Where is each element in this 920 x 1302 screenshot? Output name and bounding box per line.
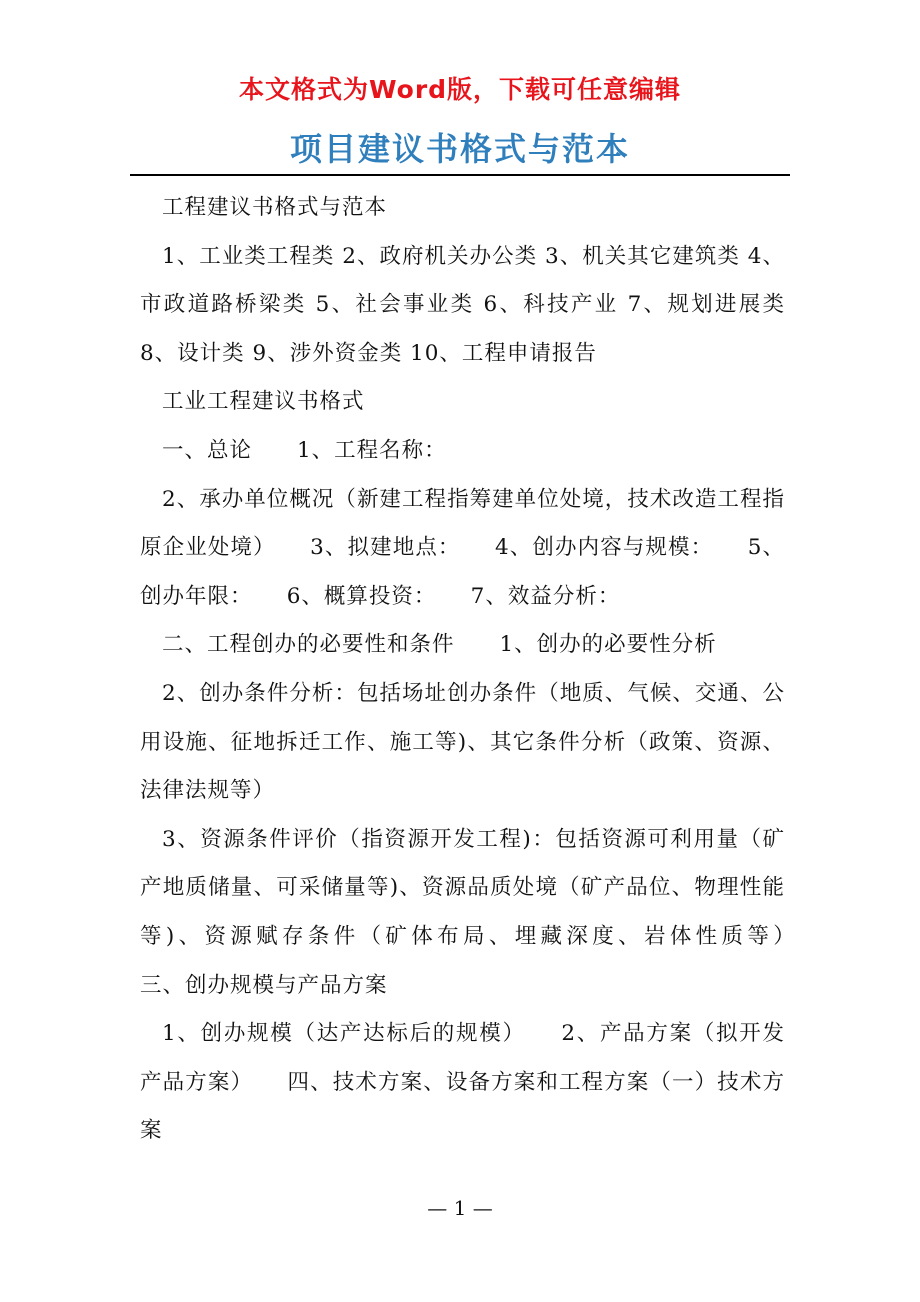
document-body bbox=[140, 184, 831, 1156]
title-divider bbox=[130, 174, 790, 176]
paragraph: 2、创办条件分析：包括场址创办条件（地质、气候、交通、公用设施、征地拆迁工作、施工等)、其它条件分析（政策、资源、法律法规等） bbox=[140, 680, 785, 804]
format-notice-banner: 本文格式为Word版，下载可任意编辑 bbox=[238, 75, 682, 104]
paragraph: 工程建议书格式与范本 bbox=[162, 195, 388, 220]
paragraph: 工业工程建议书格式 bbox=[162, 389, 365, 415]
paragraph: 3、资源条件评价（指资源开发工程)：包括资源可利用量（矿产地质储量、可采储量等)、资源品质处境（矿产品位、物理性能等)、资源赋存条件（矿体布局、埋藏深度、岩体性质等） 三、创办规模与产品方案 bbox=[140, 826, 831, 998]
paragraph: 2、承办单位概况（新建工程指筹建单位处境，技术改造工程指原企业处境） 3、拟建地点： 4、创办内容与规模： 5、创办年限： 6、概算投资： 7、效益分析： bbox=[140, 486, 785, 609]
paragraph: 二、工程创办的必要性和条件 1、创办的必要性分析 bbox=[162, 632, 717, 658]
page-number: — 1 — bbox=[427, 1196, 493, 1220]
paragraph: 一、总论 1、工程名称： bbox=[162, 437, 447, 463]
paragraph: 1、创办规模（达产达标后的规模） 2、产品方案（拟开发产品方案） 四、技术方案、设备方案和工程方案（一）技术方案 bbox=[140, 1021, 785, 1144]
paragraph: 1、工业类工程类 2、政府机关办公类 3、机关其它建筑类 4、市政道路桥梁类 5、社会事业类 6、科技产业 7、规划进展类 8、设计类 9、涉外资金类 10、工程申请报告 bbox=[140, 243, 785, 366]
document-title: 项目建议书格式与范本 bbox=[289, 130, 630, 168]
